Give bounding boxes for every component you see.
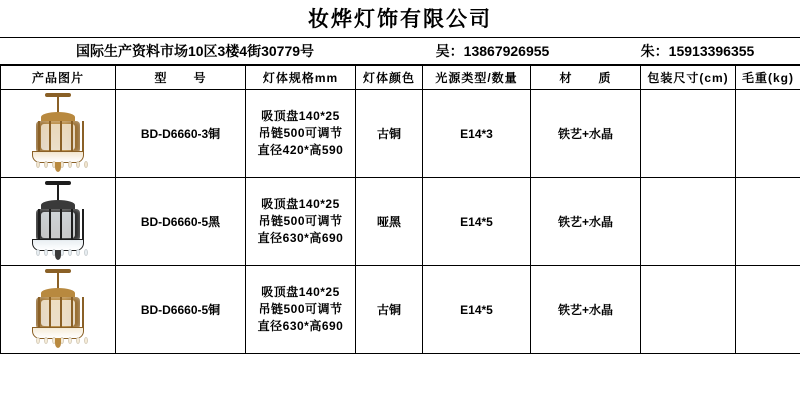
product-gross-weight	[736, 90, 800, 178]
company-address: 国际生产资料市场10区3楼4街30779号	[75, 43, 315, 60]
product-spec	[246, 266, 356, 354]
chandelier-bronze-3-light-icon	[3, 91, 113, 177]
product-light-source: E14*5	[423, 178, 531, 266]
spec-line-1: 吸顶盘140*25	[261, 284, 340, 299]
table-row	[1, 178, 800, 266]
product-model: BD-D6660-5铜	[116, 266, 246, 354]
product-package-size	[641, 90, 736, 178]
contact-zhu-name: 朱：	[640, 43, 669, 60]
chandelier-matte-black-5-light	[10, 179, 106, 265]
column-header-model: 型 号	[116, 66, 246, 90]
table-row	[1, 266, 800, 354]
chandelier-matte-black-5-light-icon	[3, 179, 113, 265]
product-color: 古铜	[356, 90, 423, 178]
column-header-spec: 灯体规格mm	[246, 66, 356, 90]
table-row	[1, 90, 800, 178]
contact-zhu	[595, 41, 800, 61]
chandelier-bronze-5-light	[10, 267, 106, 353]
product-image-cell	[1, 90, 116, 178]
page-title: 妆烨灯饰有限公司	[308, 8, 492, 31]
product-spec	[246, 90, 356, 178]
spec-line-3: 直径630*高690	[257, 231, 344, 246]
product-image-cell	[1, 178, 116, 266]
contact-wu	[390, 41, 595, 61]
product-table	[0, 65, 800, 354]
product-gross-weight	[736, 266, 800, 354]
chandelier-bronze-5-light-icon	[3, 267, 113, 353]
product-color: 哑黑	[356, 178, 423, 266]
spec-line-1: 吸顶盘140*25	[261, 196, 340, 211]
product-package-size	[641, 266, 736, 354]
product-material: 铁艺+水晶	[531, 90, 641, 178]
chandelier-bronze-3-light	[10, 91, 106, 177]
table-header-row	[1, 66, 800, 90]
product-image-cell	[1, 266, 116, 354]
contact-wu-name: 吴：	[435, 43, 464, 60]
spec-line-1: 吸顶盘140*25	[261, 108, 340, 123]
contact-zhu-phone: 15913396355	[668, 43, 755, 60]
column-header-material: 材 质	[531, 66, 641, 90]
product-color: 古铜	[356, 266, 423, 354]
column-header-package-size: 包装尺寸(cm)	[641, 66, 736, 90]
spec-line-3: 直径630*高690	[257, 319, 344, 334]
contact-bar	[0, 37, 800, 65]
product-gross-weight	[736, 178, 800, 266]
product-model: BD-D6660-3铜	[116, 90, 246, 178]
product-material: 铁艺+水晶	[531, 178, 641, 266]
product-model: BD-D6660-5黑	[116, 178, 246, 266]
column-header-color: 灯体颜色	[356, 66, 423, 90]
product-material: 铁艺+水晶	[531, 266, 641, 354]
column-header-light-source: 光源类型/数量	[423, 66, 531, 90]
product-package-size	[641, 178, 736, 266]
product-light-source: E14*5	[423, 266, 531, 354]
column-header-gross-weight: 毛重(kg)	[736, 66, 800, 90]
spec-line-3: 直径420*高590	[257, 143, 344, 158]
product-spec	[246, 178, 356, 266]
spec-line-2: 吊链500可调节	[258, 213, 343, 228]
spec-line-2: 吊链500可调节	[258, 125, 343, 140]
contact-wu-phone: 13867926955	[463, 43, 550, 60]
spec-line-2: 吊链500可调节	[258, 301, 343, 316]
product-light-source: E14*3	[423, 90, 531, 178]
column-header-image: 产品图片	[1, 66, 116, 90]
